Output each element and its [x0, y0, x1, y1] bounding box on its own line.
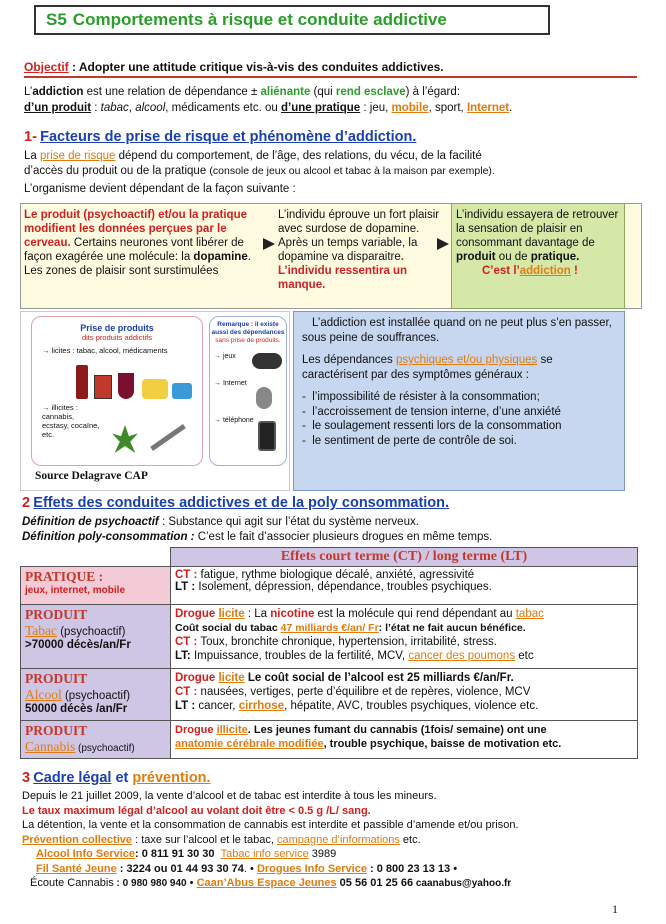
gamepad-icon: [252, 353, 282, 369]
table-row: PRODUIT Alcool (psychoactif) 50000 décès /an/Fr Drogue licite Le coût social de l’alcool est 25 milliards €/an/Fr. CT : nausées, vertiges, perte d’équilibre et de repères, violence, MCV LT : cancer, cirrhose, hépatite, AVC, troubles psychiques, violence etc.: [21, 669, 638, 721]
symptoms-content: L’addiction est installée quand on ne peut plus s’en passer, sous peine de souffrances. Les dépendances psychiques et/ou physiques se caractérisent par des symptômes généraux : - l’impossibilité de résister à la consommation; - l’accroissement de tension interne, d’une anxiété - le soulagement ressenti lors de la consommation - le sentiment de perte de contrôle de soi.: [302, 316, 620, 448]
list-item: - l’accroissement de tension interne, d’une anxiété: [302, 405, 561, 418]
table-row: PRODUIT Tabac (psychoactif) >70000 décès/an/Fr Drogue licite : La nicotine est la molécule qui rend dépendant au tabac Coût social du tabac 47 milliards €/an/ Fr: l’état ne fait aucun bénéfice. CT : Toux, bronchite chronique, hypertension, irritabilité, stress. LT: Impuissance, troubles de la fertilité, MCV, cancer des poumons etc: [21, 605, 638, 669]
section-code: S5: [46, 10, 67, 29]
section2-definitions: Définition de psychoactif : Substance qui agit sur l’état du système nerveux. Définition poly-consommation : C’est le fait d’associer plusieurs drogues en même temps.: [22, 516, 493, 543]
tabac-info-link[interactable]: Tabac info service: [220, 848, 309, 860]
intro-line-1: L’addiction est une relation de dépendance ± aliénante (qui rend esclave) à l’égard:: [24, 86, 460, 98]
illus-licites: → licites : tabac, alcool, médicaments: [42, 346, 168, 355]
caanabus-link[interactable]: Caan’Abus Espace Jeunes: [196, 877, 337, 889]
flow-box-2: L’individu éprouve un fort plaisir avec surdose de dopamine. Après un temps variable, la dopamine va disparaitre. L’individu ressentira un manque.: [278, 209, 440, 291]
section2-title: Effets des conduites addictives et de la poly consommation.: [33, 495, 450, 511]
illustration: [20, 311, 290, 491]
syringe-icon: [150, 424, 186, 451]
symptoms-list: [302, 390, 620, 448]
section3-body: Depuis le 21 juillet 2009, la vente d’alcool et de tabac est interdite à tous les mineurs. Le taux maximum légal d’alcool au volant doit être < 0.5 g /L/ sang. La détention, la vente et la consommation de cannabis est interdite et passible d’amende et/ou prison. Prévention collective : taxe sur l’alcool et le tabac, campagne d’informations etc. Alcool Info Service: 0 811 91 30 30 Tabac info service 3989 Fil Santé Jeune : 3224 ou 01 44 93 30 74. • Drogues Info Service : 0 800 23 13 13 • Écoute Cannabis : 0 980 980 940 • Caan’Abus Espace Jeunes 05 56 01 25 66 caanabus@yahoo.fr: [22, 790, 519, 889]
title-box: [34, 5, 550, 35]
mouse-icon: [256, 387, 272, 409]
section2-heading: 2 Effets des conduites addictives et de la poly consommation.: [22, 495, 450, 511]
section1-title: Facteurs de prise de risque et phénomène d’addiction.: [40, 129, 417, 145]
illus-left-panel: Prise de produits dits produits addictifs → licites : tabac, alcool, médicaments → illicites : cannabis, ecstasy, cocaïne, etc.: [31, 316, 203, 466]
illus-source: Source Delagrave CAP: [35, 470, 148, 482]
arrow-icon: [437, 238, 449, 250]
section1-heading: 1- Facteurs de prise de risque et phénomène d’addiction.: [24, 129, 417, 145]
table-header-row: Effets court terme (CT) / long terme (LT): [21, 548, 638, 567]
intro-line-2: d’un produit : tabac, alcool, médicaments etc. ou d’une pratique : jeu, mobile, sport, Internet.: [24, 102, 513, 114]
flow-box-1: Le produit (psychoactif) et/ou la pratique modifient les données perçues par le cerveau. Certains neurones vont libérer de façon exagérée une molécule: la dopamine. Les zones de plaisir sont surstimulées: [24, 209, 251, 277]
illus-telephone: → téléphone: [214, 417, 254, 424]
list-item: - l’impossibilité de résister à la consommation;: [302, 391, 540, 403]
page-title: Comportements à risque et conduite addictive: [72, 10, 447, 29]
illus-illicites: → illicites : cannabis, ecstasy, cocaïne, etc.: [42, 403, 100, 439]
smartphone-icon: [258, 421, 276, 451]
section1-body: La prise de risque dépend du comportement, de l’âge, des relations, du vécu, de la facilité d’accès du produit ou de la pratique (console de jeux ou alcool et tabac à la maison par exemple). L’organisme devient dépendant de la façon suivante :: [24, 150, 495, 195]
email-link[interactable]: caanabus@yahoo.fr: [413, 878, 512, 889]
wine-glass-icon: [118, 373, 134, 399]
medicine-box-icon: [172, 383, 192, 399]
illus-internet: → Internet: [214, 380, 247, 387]
arrow-icon: [263, 238, 275, 250]
cigarette-pack-icon: [94, 375, 112, 399]
illus-right-panel: Remarque : il existe aussi des dépendances sans prise de produits. → jeux → Internet → téléphone: [209, 316, 287, 466]
pills-icon: [142, 379, 168, 399]
list-item: - le soulagement ressenti lors de la consommation: [302, 420, 562, 432]
alcool-info-link[interactable]: Alcool Info Service: [36, 848, 136, 860]
table-row: PRODUIT Cannabis (psychoactif) Drogue illicite. Les jeunes fumant du cannabis (1fois/ semaine) ont une anatomie cérébrale modifiée, trouble psychique, baisse de motivation etc.: [21, 721, 638, 759]
illus-jeux: → jeux: [214, 353, 236, 360]
cannabis-leaf-icon: [112, 425, 138, 453]
page-number: 1: [612, 902, 618, 916]
table-row: PRATIQUE : jeux, internet, mobile CT : fatigue, rythme biologique décalé, anxiété, agressivité LT : Isolement, dépression, dépendance, troubles psychiques.: [21, 567, 638, 605]
section3-heading: 3 Cadre légal et prévention.: [22, 770, 211, 786]
objectif-label: Objectif: [24, 60, 69, 74]
fil-sante-link[interactable]: Fil Santé Jeune: [36, 862, 117, 875]
bottle-icon: [76, 365, 88, 399]
flow-box-3: L’individu essayera de retrouver la sensation de plaisir en consommant davantage de produit ou de pratique. C’est l’addiction !: [456, 209, 619, 277]
list-item: - le sentiment de perte de contrôle de soi.: [302, 434, 517, 447]
intro: [24, 84, 644, 116]
objectif-line: [24, 60, 637, 78]
effects-table: [20, 547, 638, 759]
objectif-text: : Adopter une attitude critique vis-à-vis des conduites addictives.: [68, 60, 444, 74]
drogues-info-link[interactable]: Drogues Info Service: [256, 862, 367, 875]
